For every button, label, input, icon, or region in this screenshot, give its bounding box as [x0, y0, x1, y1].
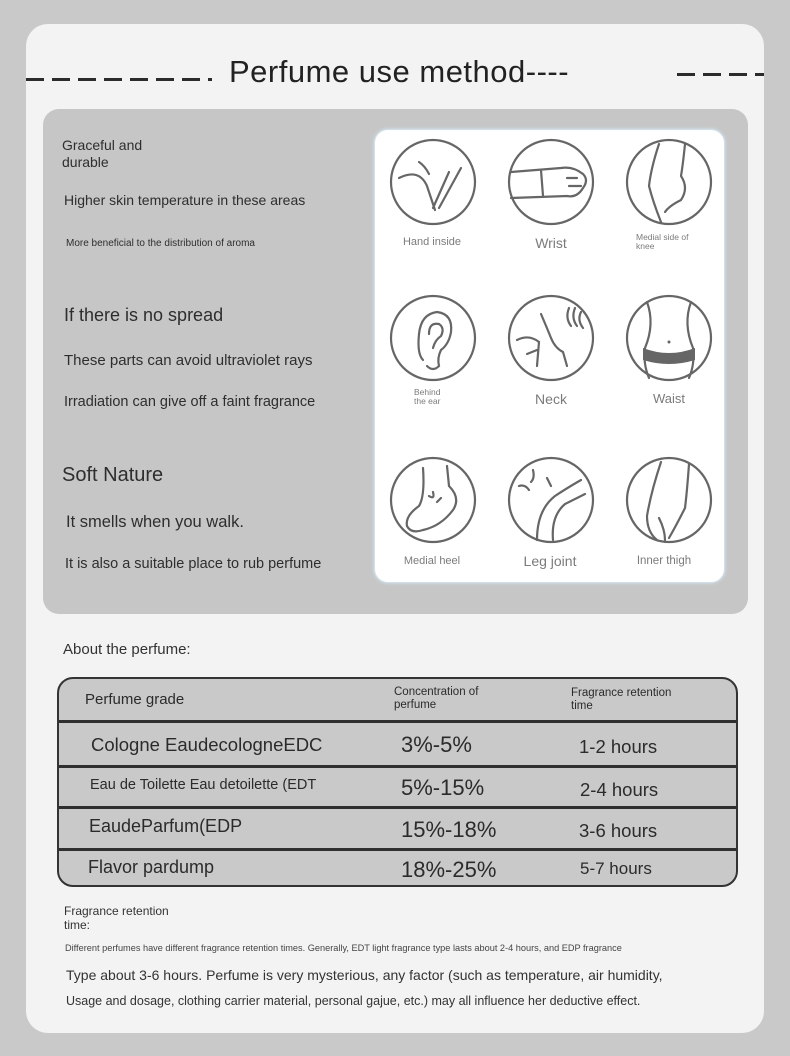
waist-icon	[625, 294, 713, 382]
leg-joint-icon	[507, 456, 595, 544]
ear-label-line1: Behind	[414, 387, 441, 397]
leg-joint-label: Leg joint	[523, 553, 577, 569]
row3-grade: EaudeParfum(EDP	[89, 816, 243, 836]
more-beneficial-text: More beneficial to the distribution of aroma	[66, 238, 255, 249]
knee-label	[636, 233, 688, 251]
row2-grade: Eau de Toilette Eau detoilette (EDT	[90, 777, 317, 793]
row1-concentration: 3%-5%	[401, 732, 472, 757]
header-concentration	[394, 686, 478, 712]
inner-thigh-icon	[625, 456, 713, 544]
footer-retention-line1: Fragrance retention	[64, 904, 169, 918]
ear-label	[414, 388, 440, 406]
neck-icon	[507, 294, 595, 382]
table-divider	[59, 848, 736, 851]
wrist-icon	[507, 138, 595, 226]
title-dash-left	[26, 78, 212, 81]
header-concentration-line2: perfume	[394, 699, 437, 711]
heel-icon	[389, 456, 477, 544]
footer-line3: Usage and dosage, clothing carrier material, personal gajue, etc.) may all influence her deductive effect.	[66, 994, 641, 1008]
hand-inside-icon	[389, 138, 477, 226]
suitable-place-text: It is also a suitable place to rub perfume	[65, 556, 322, 572]
knee-label-line1: Medial side of	[636, 232, 689, 242]
waist-label: Waist	[652, 391, 686, 406]
neck-label: Neck	[535, 391, 567, 407]
ear-icon	[389, 294, 477, 382]
row4-time: 5-7 hours	[580, 859, 652, 878]
table-divider	[59, 765, 736, 768]
perfume-grade-table	[57, 677, 738, 887]
ear-label-line2: the ear	[414, 396, 441, 406]
title-dash-right	[677, 73, 764, 76]
row1-grade: Cologne EaudecologneEDC	[91, 734, 323, 755]
header-grade: Perfume grade	[85, 691, 185, 708]
no-spread-heading: If there is no spread	[64, 305, 224, 325]
page-title: Perfume use method----	[229, 54, 570, 89]
header-retention-line1: Fragrance retention	[571, 687, 672, 699]
header-retention-line2: time	[571, 700, 593, 712]
footer-line2: Type about 3-6 hours. Perfume is very mysterious, any factor (such as temperature, air humidity,	[66, 967, 663, 983]
header-retention	[571, 687, 671, 713]
graceful-line2: durable	[62, 154, 109, 170]
row2-time: 2-4 hours	[580, 779, 659, 800]
wrist-label: Wrist	[535, 235, 567, 251]
row4-concentration: 18%-25%	[401, 857, 497, 882]
row4-grade: Flavor pardump	[88, 857, 215, 877]
knee-label-line2: knee	[636, 241, 655, 251]
row3-time: 3-6 hours	[579, 820, 658, 841]
about-label: About the perfume:	[63, 641, 191, 658]
table-divider	[59, 720, 736, 723]
graceful-line1: Graceful and	[62, 137, 143, 153]
heel-label: Medial heel	[403, 555, 461, 567]
footer-retention-line2: time:	[64, 918, 91, 932]
hand-inside-label: Hand inside	[402, 236, 462, 248]
row1-time: 1-2 hours	[579, 736, 658, 757]
footer-retention-label	[64, 904, 169, 932]
row3-concentration: 15%-18%	[401, 817, 497, 842]
footer-small-note: Different perfumes have different fragrance retention times. Generally, EDT light fragrance type lasts about 2-4 hours, and EDP fragrance	[65, 943, 622, 953]
higher-skin-text: Higher skin temperature in these areas	[64, 192, 306, 208]
header-concentration-line1: Concentration of	[394, 686, 479, 698]
inner-thigh-label: Inner thigh	[636, 555, 692, 567]
smells-walk-text: It smells when you walk.	[66, 513, 244, 531]
table-divider	[59, 806, 736, 809]
knee-icon	[625, 138, 713, 226]
soft-nature-heading: Soft Nature	[62, 464, 164, 486]
uv-rays-text: These parts can avoid ultraviolet rays	[64, 352, 313, 369]
row2-concentration: 5%-15%	[401, 775, 485, 800]
irradiation-text: Irradiation can give off a faint fragrance	[64, 394, 316, 410]
